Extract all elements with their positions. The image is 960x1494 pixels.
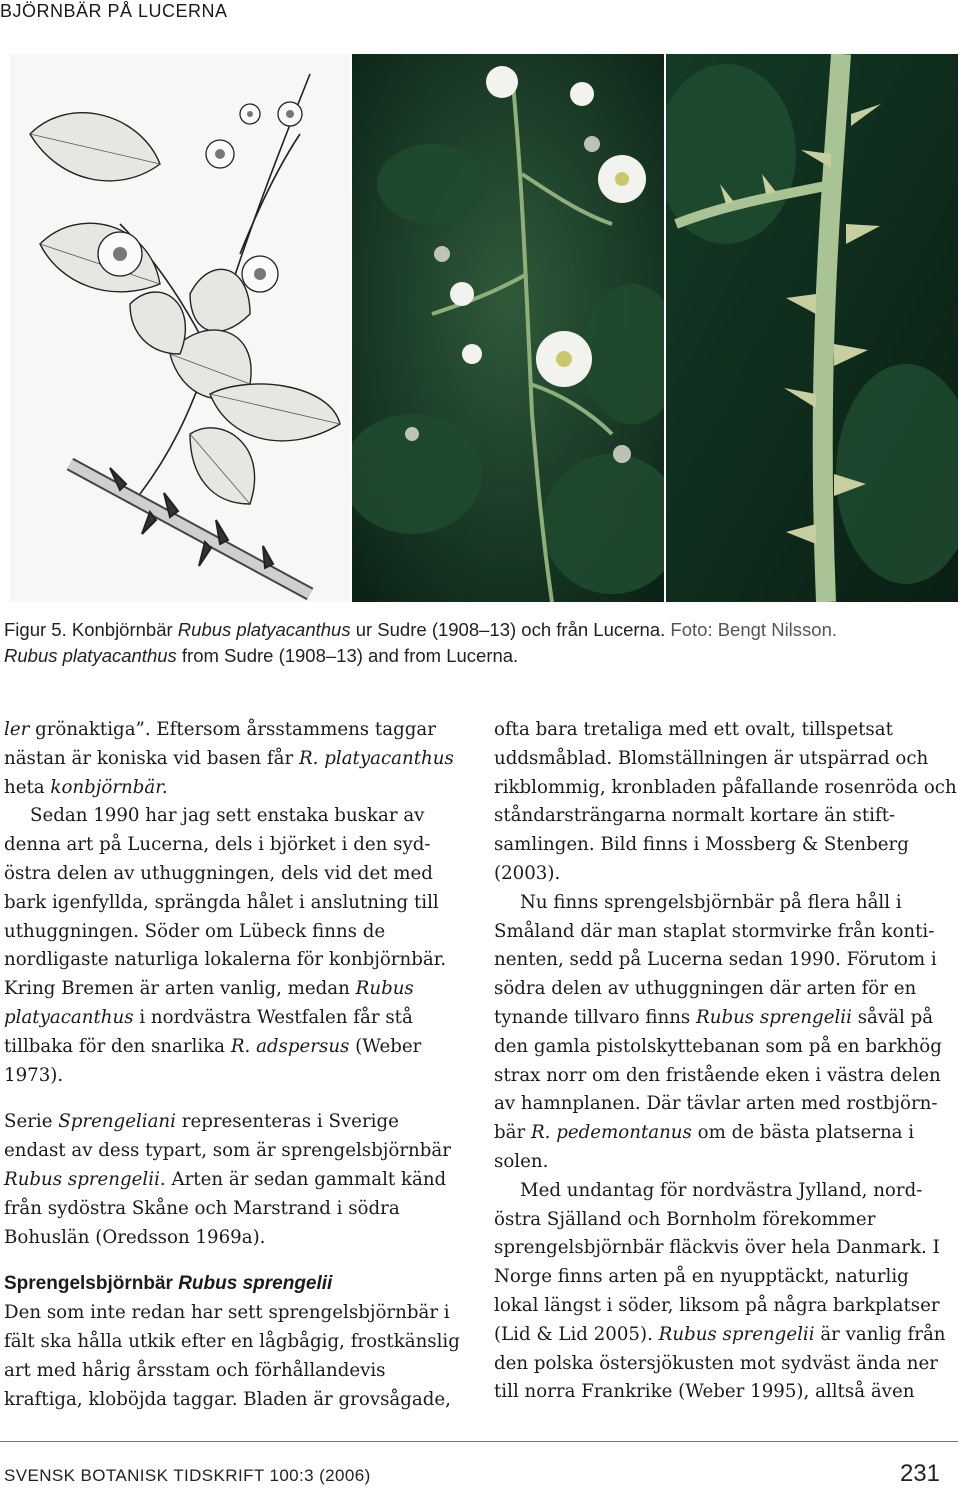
caption-swedish	[4, 617, 944, 643]
paragraph: ofta bara tretaliga med ett ovalt, tillspetsat uddsmåblad. Blomställningen är utspärrad och rikblommig, kronbladen påfallande rosenröda och ståndarsträngarna normalt kortare än stiftsamlingen. Bild finns i Mossberg & Stenberg (2003).	[494, 719, 957, 884]
caption-text: ur Sudre (1908–13) och från Lucerna.	[350, 619, 666, 640]
text-run: heta	[4, 776, 51, 798]
text-run: (Weber 1973).	[4, 1035, 422, 1086]
text-run: är vanlig från den polska östersjökusten mot sydväst ända ner till norra Frankrike (Weber 1995), alltså även	[494, 1323, 946, 1403]
species-name: Rubus platyacanthus	[4, 978, 414, 1028]
caption-label: Figur 5. Konbjörnbär	[4, 619, 178, 640]
species-name: Rubus sprengelii	[658, 1323, 815, 1345]
photo-credit: Foto: Bengt Nilsson.	[665, 619, 838, 640]
heading-species: Rubus sprengelii	[178, 1273, 333, 1295]
figure-5	[10, 54, 958, 604]
section-heading	[4, 1269, 462, 1299]
thorny-stem-image	[666, 54, 958, 602]
thorny-stem-photo	[666, 54, 958, 602]
page-number: 231	[899, 1460, 940, 1487]
text-run: . Arten är sedan gammalt känd från sydöstra Skåne och Marstrand i södra Bohuslän (Oredsson 1969a).	[4, 1168, 447, 1248]
rubus-illustration	[10, 54, 350, 602]
paragraph	[4, 716, 462, 802]
footer-divider	[0, 1441, 958, 1442]
species-name: konbjörnbär.	[50, 776, 168, 798]
italic-word: ler	[4, 719, 30, 740]
journal-footer: SVENSK BOTANISK TIDSKRIFT 100:3 (2006)	[4, 1466, 371, 1485]
text-run: om de bästa platserna i solen.	[494, 1122, 915, 1172]
paragraph	[494, 889, 958, 1177]
illustration-panel	[10, 54, 350, 602]
caption-text-en: from Sudre (1908–13) and from Lucerna.	[176, 645, 519, 666]
species-name: R. adspersus	[230, 1035, 350, 1057]
species-name: R. platyacanthus	[298, 747, 454, 769]
paragraph	[494, 1177, 958, 1407]
text-run: Serie	[4, 1111, 59, 1133]
flowering-rubus-photo	[352, 54, 664, 602]
species-name: Rubus sprengelii	[696, 1006, 852, 1028]
figure-caption	[4, 617, 944, 669]
paragraph	[4, 1108, 462, 1252]
running-title: BJÖRNBÄR PÅ LUCERNA	[0, 1, 228, 21]
text-run: i nordvästra Westfalen får stå tillbaka för den snarlika	[4, 1006, 413, 1057]
text-run: grönaktiga”. Eftersom årsstammens taggar nästan är koniska vid basen får	[4, 719, 436, 769]
caption-english	[4, 643, 944, 669]
text-run: Sedan 1990 har jag sett enstaka buskar av denna art på Lucerna, dels i björket i den sydöstra delen av uthuggningen, dels vid det med bark igenfyllda, sprängda hålet i anslutning till uthuggningen. Söder om Lübeck finns de nordligaste naturliga lokalerna för konbjörnbär. Kring Bremen är arten vanlig, medan	[4, 805, 447, 1000]
flowering-plant-photo	[352, 54, 664, 602]
text-run: såväl på den gamla pistolskyttebanan som på en barkhög strax norr om den fristående eken i västra delen av hamnplanen. Där tävlar arten med rostbjörnbär	[494, 1006, 942, 1144]
right-column	[494, 716, 958, 1407]
caption-species: Rubus platyacanthus	[177, 619, 351, 640]
heading-text: Sprengelsbjörnbär	[4, 1273, 179, 1295]
left-column	[4, 716, 462, 1415]
paragraph: Den som inte redan har sett sprengelsbjörnbär i fält ska hålla utkik efter en lågbågig, frostkänslig art med hårig årsstam och förhållandevis kraftiga, kloböjda taggar. Bladen är grovsågade,	[4, 1302, 460, 1410]
paragraph	[4, 802, 462, 1090]
text-run: representeras i Sverige endast av dess typart, som är sprengelsbjörnbär	[4, 1111, 451, 1162]
text-run: Med undantag för nordvästra Jylland, nordöstra Själland och Bornholm förekommer sprengelsbjörnbär fläckvis över hela Danmark. I Norge finns arten på en nyupptäckt, naturlig lokal längst i söder, liksom på några barkplatser (Lid & Lid 2005).	[494, 1179, 940, 1345]
species-name: Sprengeliani	[58, 1111, 176, 1133]
caption-species-en: Rubus platyacanthus	[4, 645, 177, 666]
text-run: Nu finns sprengelsbjörnbär på flera håll i Småland där man staplat stormvirke från kontinenten, sedd på Lucerna sedan 1990. Förutom i södra delen av uthuggningen där arten för en tynande tillvaro finns	[494, 891, 937, 1028]
species-name: Rubus sprengelii	[4, 1168, 160, 1190]
species-name: R. pedemontanus	[530, 1122, 692, 1144]
